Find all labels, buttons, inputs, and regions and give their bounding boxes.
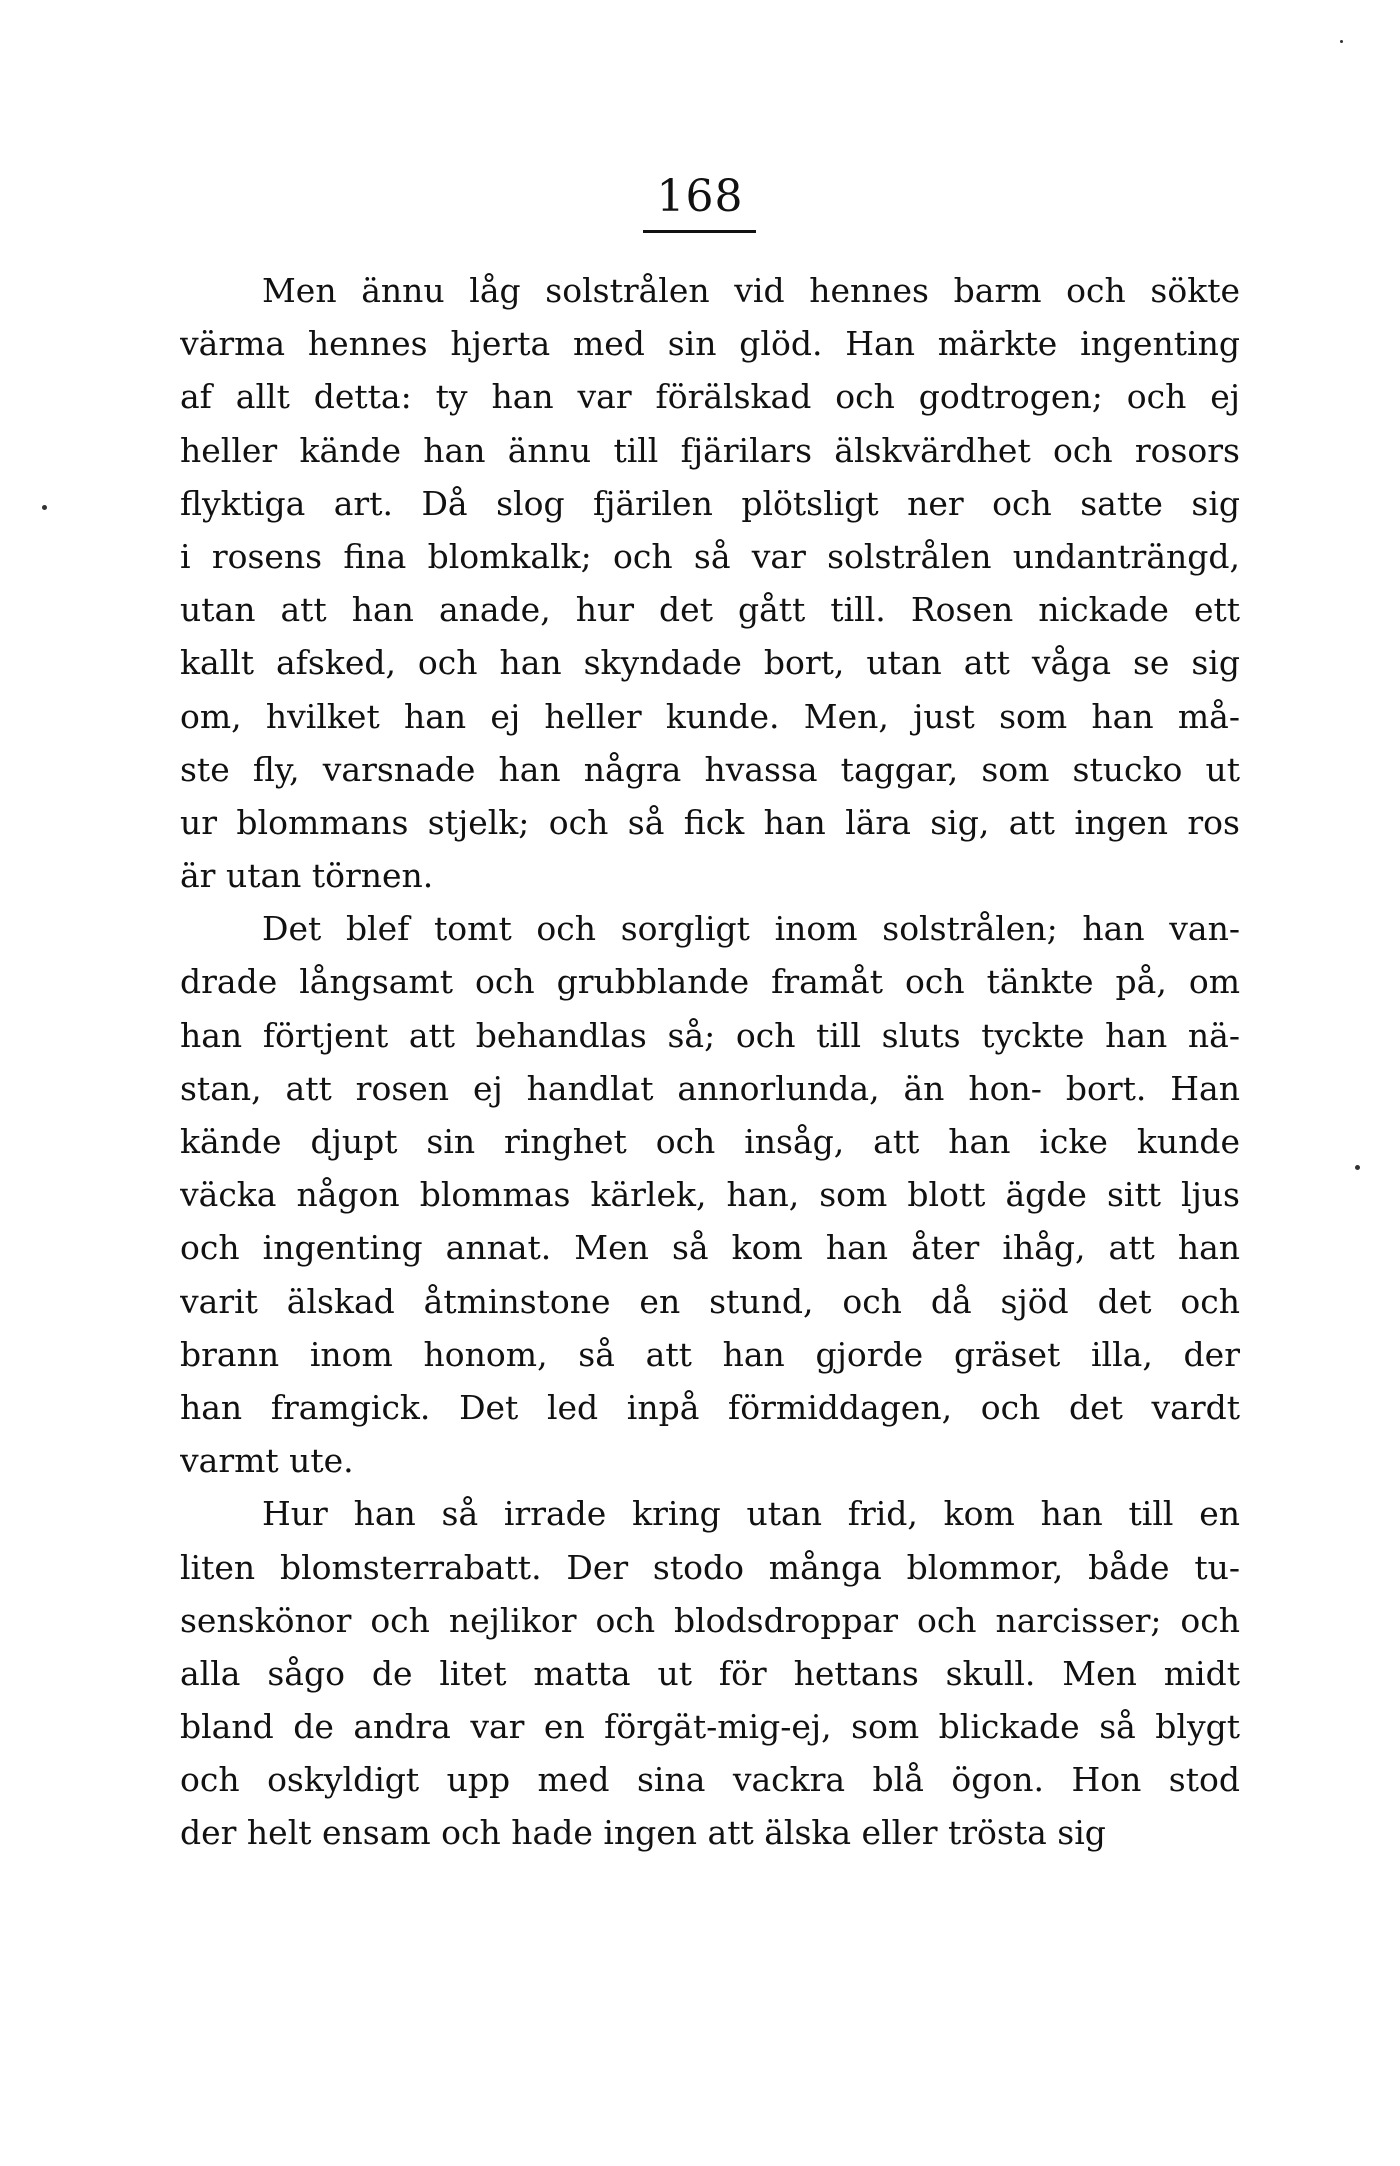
text-line: han förtjent att behandlas så; och till sluts tyckte han nä- [180, 1015, 1240, 1055]
text-block [180, 264, 1240, 1860]
text-line: Hur han så irrade kring utan frid, kom han till en [262, 1494, 1240, 1534]
text-line: brann inom honom, så att han gjorde gräset illa, der [180, 1334, 1240, 1374]
text-line: bland de andra var en förgät-mig-ej, som blickade så blygt [180, 1707, 1240, 1747]
text-line: ste fly, varsnade han några hvassa taggar, som stucko ut [180, 749, 1240, 789]
text-line: värma hennes hjerta med sin glöd. Han märkte ingenting [180, 324, 1240, 364]
text-line: flyktiga art. Då slog fjärilen plötsligt ner och satte sig [180, 483, 1240, 523]
text-line: i rosens fina blomkalk; och så var solstrålen undanträngd, [180, 536, 1240, 576]
text-line: drade långsamt och grubblande framåt och tänkte på, om [180, 962, 1240, 1002]
paragraph [180, 902, 1240, 1487]
print-speck [42, 505, 47, 510]
text-line: varit älskad åtminstone en stund, och då sjöd det och [180, 1281, 1240, 1321]
text-line: kände djupt sin ringhet och insåg, att han icke kunde [180, 1122, 1240, 1161]
print-speck [1355, 1165, 1360, 1170]
paragraph [180, 264, 1240, 902]
paragraph [180, 1487, 1240, 1859]
text-line: om, hvilket han ej heller kunde. Men, just som han må- [180, 696, 1240, 736]
text-line: liten blomsterrabatt. Der stodo många blommor, både tu- [180, 1547, 1240, 1587]
text-line: der helt ensam och hade ingen att älska eller trösta sig [180, 1813, 1106, 1853]
text-line: af allt detta: ty han var förälskad och godtrogen; och ej [180, 377, 1240, 417]
text-line: är utan törnen. [180, 856, 434, 896]
text-line: heller kände han ännu till fjärilars älskvärdhet och rosors [180, 430, 1240, 470]
text-line: varmt ute. [180, 1441, 354, 1481]
text-line: senskönor och nejlikor och blodsdroppar och narcisser; och [180, 1600, 1240, 1640]
text-line: väcka någon blommas kärlek, han, som blott ägde sitt ljus [180, 1175, 1240, 1215]
page-number: 168 [656, 171, 744, 222]
text-line: han framgick. Det led inpå förmiddagen, och det vardt [180, 1387, 1240, 1427]
page-number-rule [643, 230, 756, 233]
text-line: och oskyldigt upp med sina vackra blå ögon. Hon stod [180, 1760, 1240, 1800]
text-line: Det blef tomt och sorgligt inom solstrålen; han van- [262, 909, 1240, 949]
text-line: kallt afsked, och han skyndade bort, utan att våga se sig [180, 643, 1240, 683]
text-line: stan, att rosen ej handlat annorlunda, än hon- bort. Han [180, 1068, 1240, 1108]
text-line: och ingenting annat. Men så kom han åter ihåg, att han [180, 1228, 1240, 1268]
print-speck [1340, 40, 1343, 43]
text-line: utan att han anade, hur det gått till. Rosen nickade ett [180, 590, 1240, 630]
text-line: Men ännu låg solstrålen vid hennes barm och sökte [262, 271, 1240, 310]
text-line: alla sågo de litet matta ut för hettans skull. Men midt [180, 1653, 1240, 1693]
text-line: ur blommans stjelk; och så fick han lära sig, att ingen ros [180, 802, 1240, 842]
